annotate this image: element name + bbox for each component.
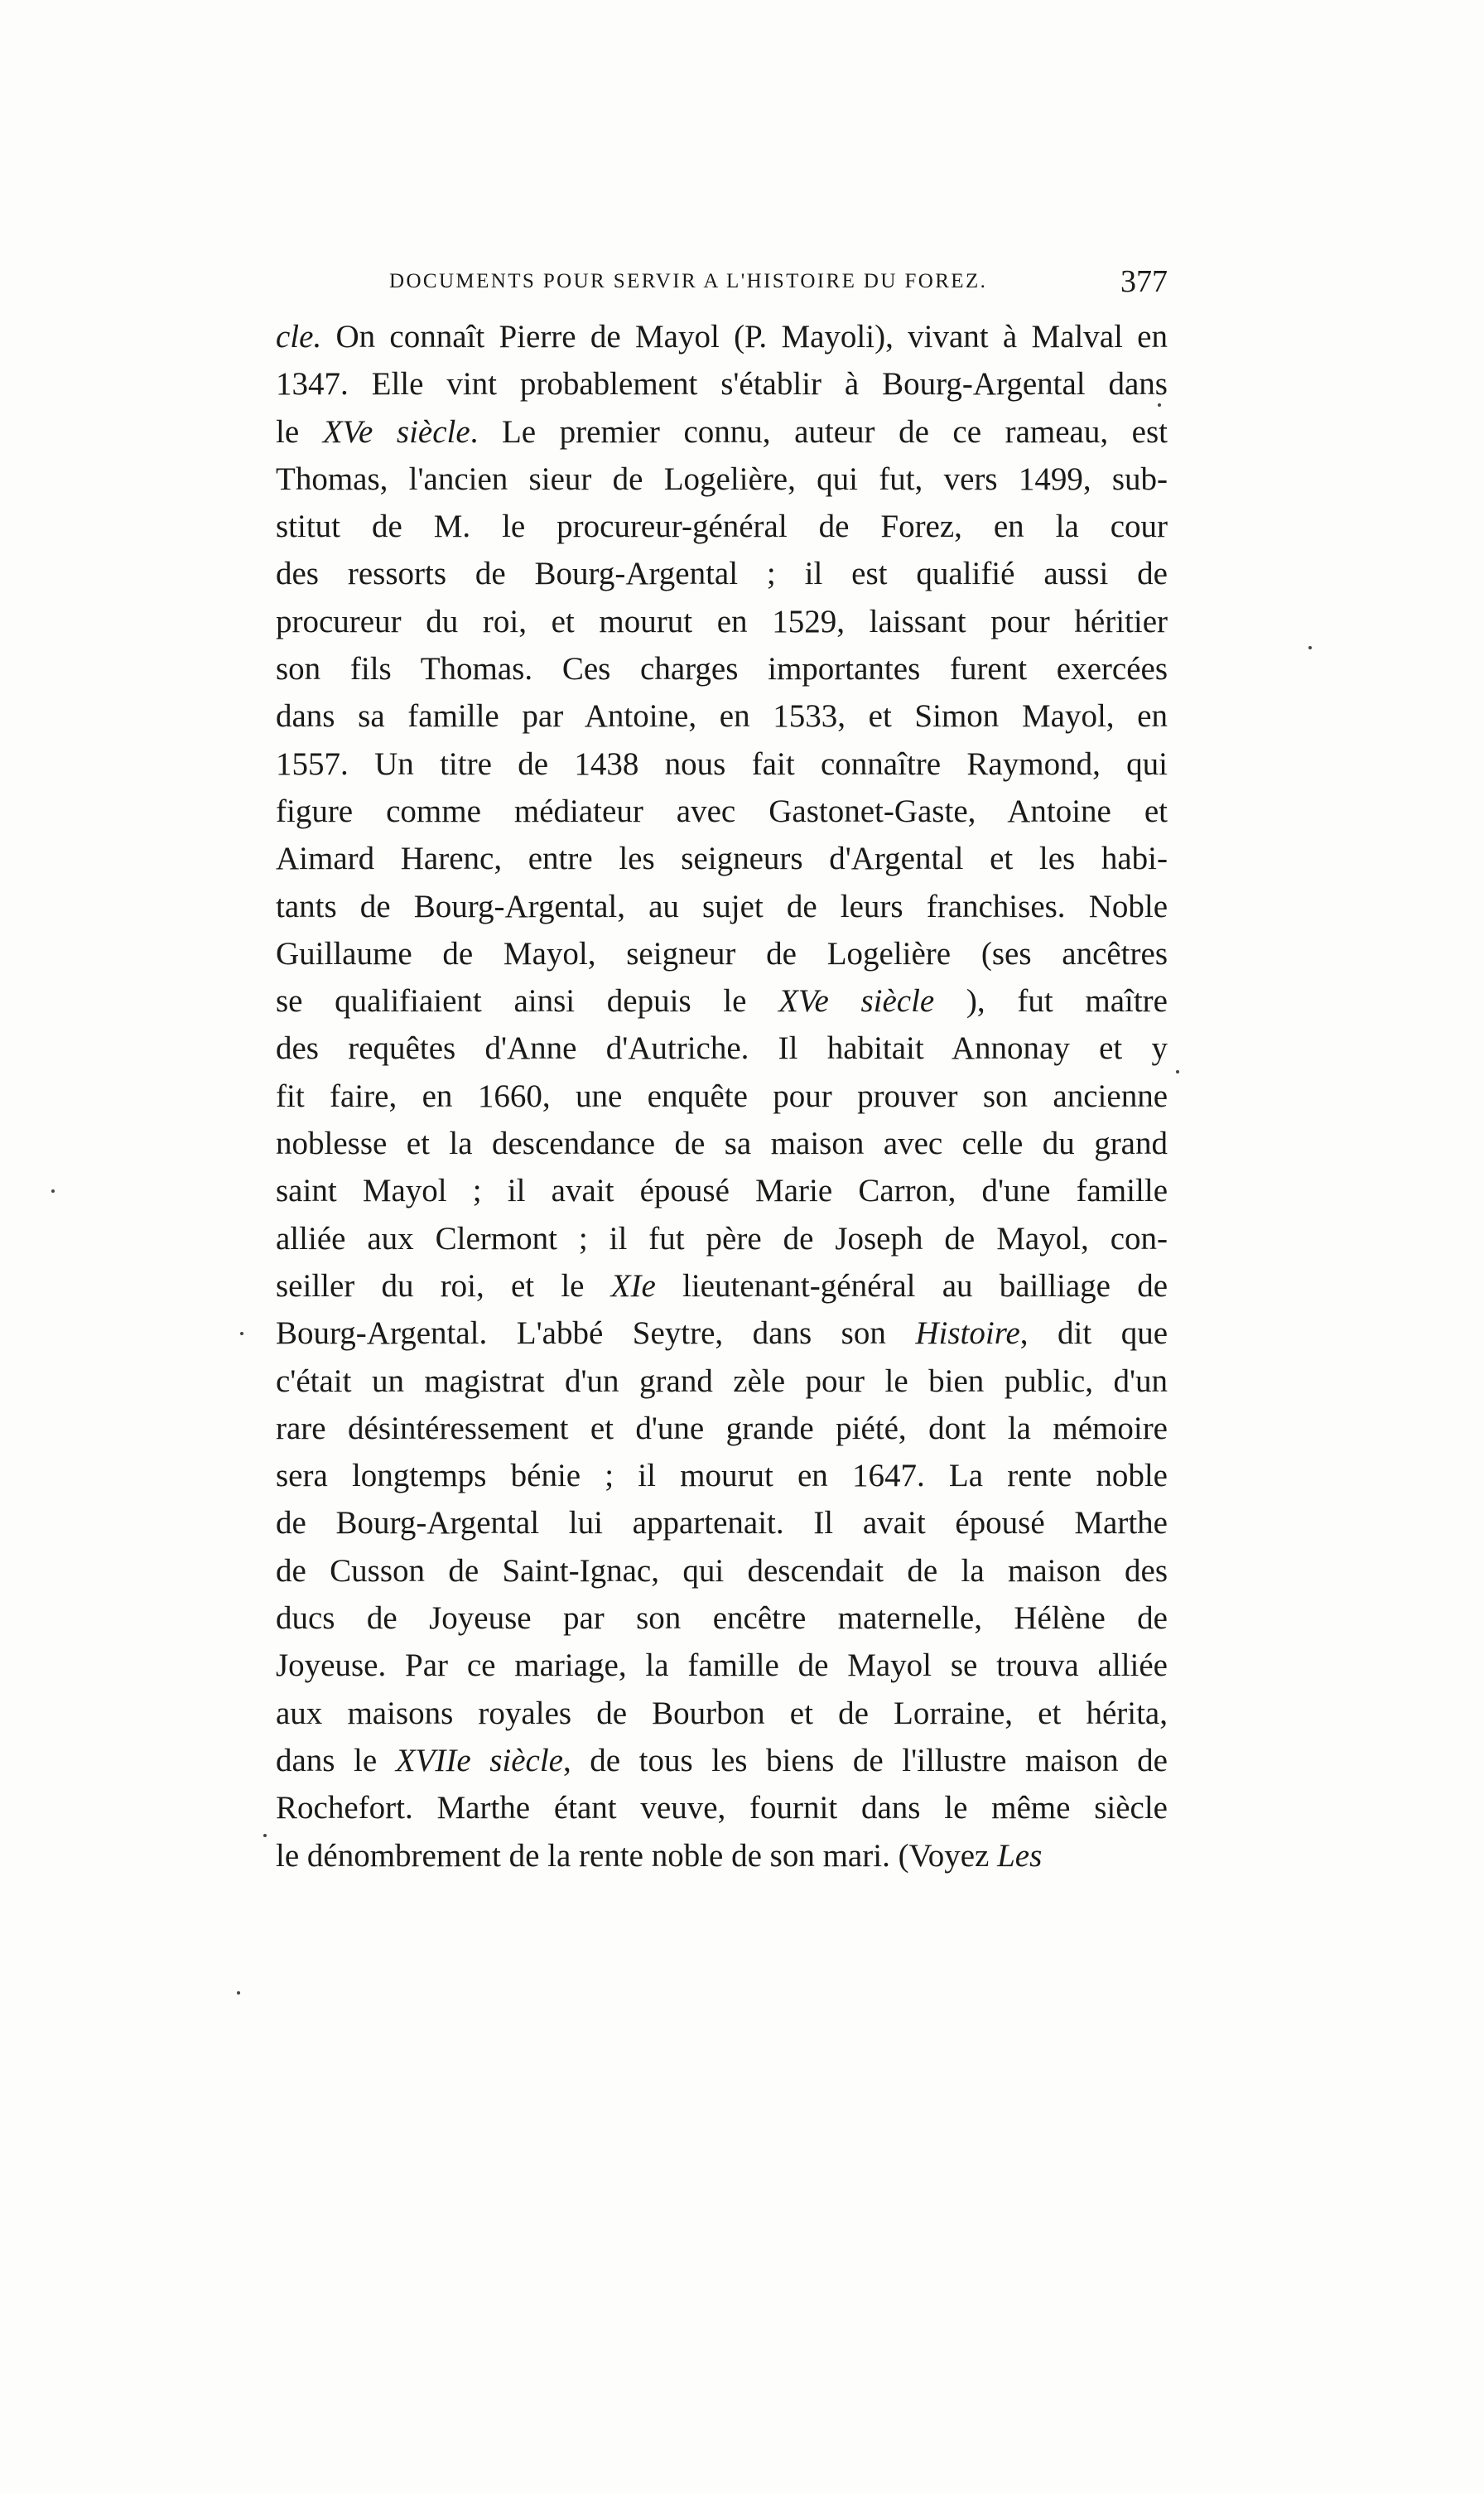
text-line [276,1358,1168,1405]
text-span: Aimard Harenc, entre les seigneurs d'Argental et les habi- [276,841,1168,877]
text-span: son fils Thomas. Ces charges importantes furent exercées [276,651,1168,687]
text-span: Thomas, l'ancien sieur de Logelière, qui fut, vers 1499, sub- [276,461,1168,497]
text-line [276,883,1168,930]
running-head [389,263,1168,305]
text-line [276,835,1168,882]
text-span: figure comme médiateur avec Gastonet-Gaste, Antoine et [276,793,1168,829]
text-line [276,788,1168,835]
text-line [276,360,1168,408]
scan-speck [237,1991,240,1995]
scan-speck [51,1189,55,1193]
text-span: Guillaume de Mayol, seigneur de Logelière (ses ancêtres [276,935,1168,972]
text-span: des ressorts de Bourg-Argental ; il est qualifié aussi de [276,556,1168,592]
text-line [276,645,1168,692]
text-span: alliée aux Clermont ; il fut père de Joseph de Mayol, con- [276,1220,1168,1257]
text-line [276,1262,1168,1310]
text-line [276,1452,1168,1499]
text-span: de Cusson de Saint-Ignac, qui descendait de la maison des [276,1552,1168,1589]
text-span: ducs de Joyeuse par son encêtre maternelle, Hélène de [276,1600,1168,1637]
body-text [276,313,1168,1879]
text-span: , de tous les biens de l'illustre maison de [562,1742,1168,1778]
text-span: 1557. Un titre de 1438 nous fait connaître Raymond, qui [276,745,1168,782]
text-span: aux maisons royales de Bourbon et de Lorraine, et hérita, [276,1695,1168,1731]
text-span: de Bourg-Argental lui appartenait. Il avait épousé Marthe [276,1505,1168,1541]
text-span: rare désintéressement et d'une grande piété, dont la mémoire [276,1410,1168,1446]
scan-speck [263,1834,267,1837]
scan-speck [1308,646,1312,649]
text-span: tants de Bourg-Argental, au sujet de leurs franchises. Noble [276,888,1168,924]
text-span: . Le premier connu, auteur de ce rameau, est [470,413,1168,450]
text-line [276,977,1168,1025]
text-line [276,1784,1168,1831]
text-line [276,598,1168,645]
italic-text: XIe [610,1267,656,1304]
text-line [276,1215,1168,1262]
text-span: se qualifiaient ainsi depuis le [276,983,779,1020]
text-line [276,408,1168,456]
text-span: le dénombrement de la rente noble de son mari. (Voyez [276,1837,998,1874]
text-line [276,1737,1168,1784]
scan-speck [1158,403,1161,407]
scan-speck [240,1332,243,1335]
text-span: procureur du roi, et mourut en 1529, laissant pour héritier [276,603,1168,639]
text-span: dans sa famille par Antoine, en 1533, et Simon Mayol, en [276,698,1168,735]
text-span: ), fut maître [934,983,1168,1020]
text-line [276,503,1168,550]
text-span: dans le [276,1742,396,1778]
text-span: le [276,413,323,450]
text-line [276,1025,1168,1072]
text-span: stitut de M. le procureur-général de Forez, en la cour [276,509,1168,545]
text-line [276,1120,1168,1167]
text-line [276,1073,1168,1120]
running-title: DOCUMENTS POUR SERVIR A L'HISTOIRE DU FOREZ. [389,270,988,292]
text-span: Rochefort. Marthe étant veuve, fournit dans le même siècle [276,1790,1168,1826]
text-line [276,550,1168,597]
text-span: fit faire, en 1660, une enquête pour prouver son ancienne [276,1078,1168,1114]
italic-text: XVe siècle [778,983,935,1020]
text-span: seiller du roi, et le [276,1267,611,1304]
text-span: , dit que [1019,1315,1168,1352]
italic-text: XVe siècle [322,413,470,450]
text-line [276,1405,1168,1452]
text-span: sera longtemps bénie ; il mourut en 1647. La rente noble [276,1458,1168,1494]
text-line [276,740,1168,788]
text-line [276,456,1168,503]
text-line [276,313,1168,360]
scan-speck [1176,1070,1179,1073]
italic-text: Les [997,1837,1043,1874]
text-line [276,1547,1168,1594]
text-line [276,930,1168,977]
text-line [276,1832,1168,1879]
text-line [276,1167,1168,1214]
page-number: 377 [1120,264,1168,299]
text-span: c'était un magistrat d'un grand zèle pour le bien public, d'un [276,1363,1168,1399]
italic-text: XVIIe siècle [395,1742,563,1778]
text-line [276,1499,1168,1546]
text-span: Joyeuse. Par ce mariage, la famille de Mayol se trouva alliée [276,1647,1168,1684]
text-span: saint Mayol ; il avait épousé Marie Carron, d'une famille [276,1173,1168,1209]
text-line [276,692,1168,740]
text-line [276,1642,1168,1689]
text-span: lieutenant-général au bailliage de [655,1267,1168,1304]
italic-text: cle. [276,319,322,355]
text-line [276,1310,1168,1357]
text-span: des requêtes d'Anne d'Autriche. Il habitait Annonay et y [276,1030,1168,1067]
text-span: On connaît Pierre de Mayol (P. Mayoli), vivant à Malval en [321,319,1168,355]
text-span: 1347. Elle vint probablement s'établir à Bourg-Argental dans [276,366,1168,403]
italic-text: Histoire [915,1315,1020,1352]
text-span: noblesse et la descendance de sa maison avec celle du grand [276,1126,1168,1162]
text-line [276,1690,1168,1737]
text-line [276,1594,1168,1642]
text-span: Bourg-Argental. L'abbé Seytre, dans son [276,1315,916,1352]
